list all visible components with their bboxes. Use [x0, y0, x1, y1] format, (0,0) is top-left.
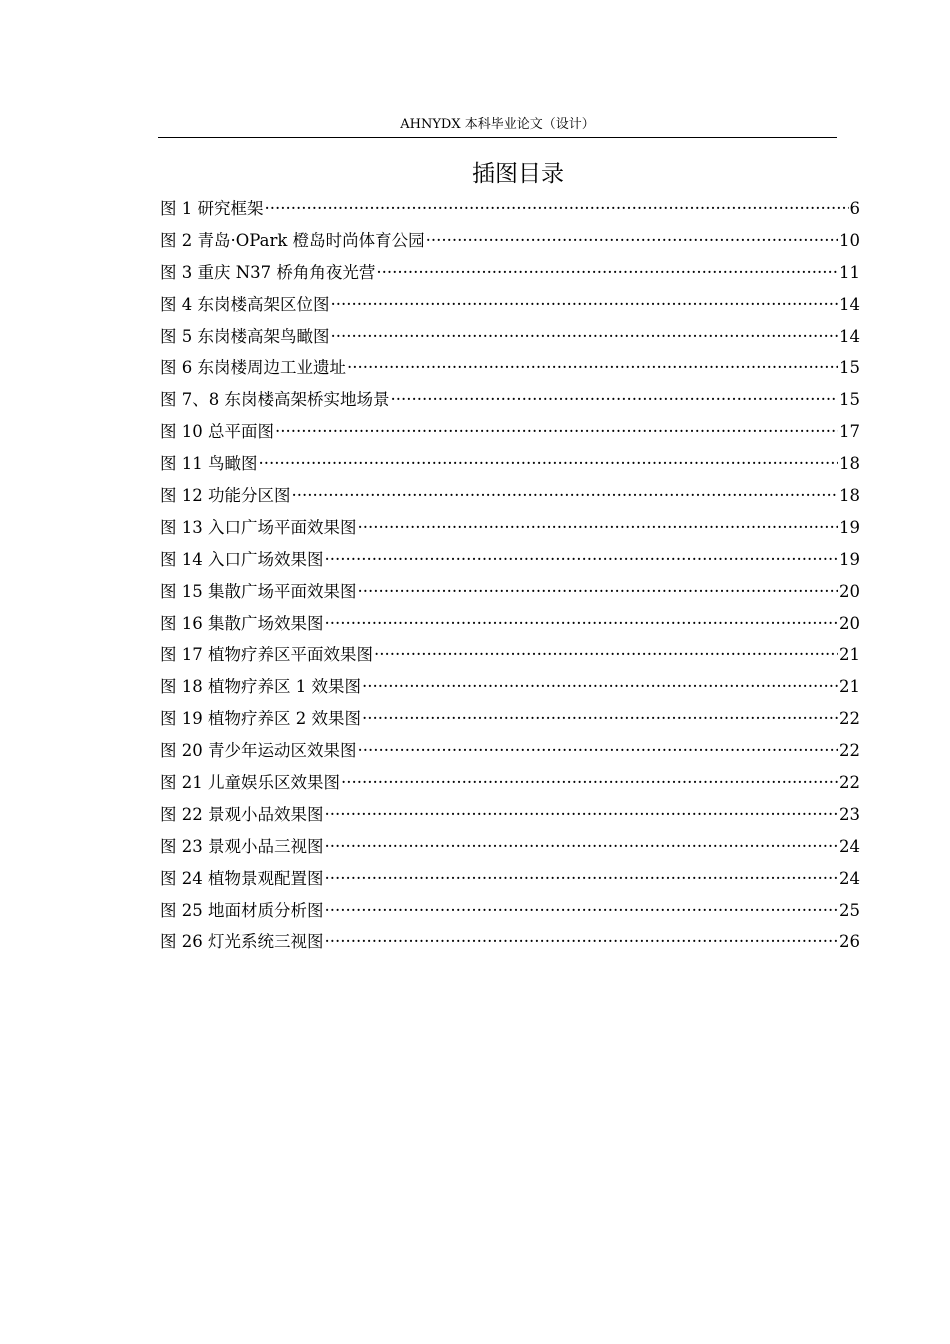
toc-entry-label: 图 22 景观小品效果图: [160, 804, 324, 824]
toc-entry[interactable]: [160, 292, 860, 324]
toc-entry[interactable]: [160, 770, 860, 802]
toc-title: 插图目录: [472, 161, 564, 187]
dot-leader: [331, 325, 839, 342]
dot-leader: [362, 676, 838, 693]
toc-entry[interactable]: [160, 483, 860, 515]
toc-entry[interactable]: [160, 387, 860, 419]
toc-entry[interactable]: [160, 355, 860, 387]
toc-entry-page-number: 18: [839, 486, 860, 506]
toc-entry-label: 图 23 景观小品三视图: [160, 836, 324, 856]
toc-entry-label: 图 12 功能分区图: [160, 486, 291, 506]
toc-entry-page-number: 21: [839, 645, 860, 665]
toc-entry-label: 图 24 植物景观配置图: [160, 868, 324, 888]
dot-leader: [325, 931, 839, 948]
toc-entry-page-number: 18: [839, 454, 860, 474]
toc-entry-page-number: 17: [839, 422, 860, 442]
dot-leader: [325, 835, 839, 852]
toc-entry-page-number: 10: [839, 230, 860, 250]
toc-entry-label: 图 21 儿童娱乐区效果图: [160, 773, 340, 793]
dot-leader: [325, 612, 839, 629]
toc-entry-page-number: 21: [839, 677, 860, 697]
toc-entry-label: 图 14 入口广场效果图: [160, 549, 324, 569]
toc-entry-page-number: 20: [839, 613, 860, 633]
toc-entry[interactable]: [160, 611, 860, 643]
dot-leader: [374, 644, 838, 661]
dot-leader: [275, 421, 838, 438]
toc-entry-page-number: 20: [839, 581, 860, 601]
toc-entry[interactable]: [160, 802, 860, 834]
toc-entry-label: 图 16 集散广场效果图: [160, 613, 324, 633]
toc-entry-label: 图 3 重庆 N37 桥角角夜光营: [160, 262, 376, 282]
toc-entry-label: 图 11 鸟瞰图: [160, 454, 258, 474]
toc-entry[interactable]: [160, 898, 860, 930]
toc-entry[interactable]: [160, 674, 860, 706]
toc-entry-label: 图 19 植物疗养区 2 效果图: [160, 709, 361, 729]
toc-entry[interactable]: [160, 228, 860, 260]
dot-leader: [325, 899, 839, 916]
toc-entry-page-number: 14: [839, 326, 860, 346]
dot-leader: [325, 548, 839, 565]
toc-entry-page-number: 15: [839, 358, 860, 378]
toc-entry-label: 图 1 研究框架: [160, 199, 264, 218]
toc-entry[interactable]: [160, 196, 860, 228]
dot-leader: [358, 516, 839, 533]
dot-leader: [347, 357, 838, 374]
toc-entry[interactable]: [160, 706, 860, 738]
toc-entry-label: 图 18 植物疗养区 1 效果图: [160, 677, 361, 697]
toc-entry-label: 图 4 东岗楼高架区位图: [160, 294, 330, 314]
toc-entry-label: 图 17 植物疗养区平面效果图: [160, 645, 373, 665]
dot-leader: [292, 485, 839, 502]
toc-entry[interactable]: [160, 451, 860, 483]
dot-leader: [376, 261, 838, 278]
toc-entry-page-number: 15: [839, 390, 860, 410]
dot-leader: [325, 803, 839, 820]
toc-entry-page-number: 22: [839, 709, 860, 729]
toc-entry-label: 图 13 入口广场平面效果图: [160, 517, 357, 537]
toc-entry[interactable]: [160, 738, 860, 770]
toc-entry-page-number: 24: [839, 836, 860, 856]
running-header: AHNYDX 本科毕业论文（设计）: [400, 117, 595, 132]
toc-entry[interactable]: [160, 419, 860, 451]
toc-entry[interactable]: [160, 579, 860, 611]
toc-entry-page-number: 19: [839, 517, 860, 537]
dot-leader: [362, 708, 838, 725]
toc-entry[interactable]: [160, 547, 860, 579]
toc-entry-label: 图 20 青少年运动区效果图: [160, 741, 357, 761]
dot-leader: [391, 389, 839, 406]
toc-entry-page-number: 22: [839, 741, 860, 761]
toc-entry[interactable]: [160, 866, 860, 898]
toc-entry-label: 图 26 灯光系统三视图: [160, 932, 324, 952]
toc-entry-page-number: 26: [839, 932, 860, 952]
dot-leader: [331, 293, 839, 310]
dot-leader: [358, 580, 839, 597]
toc-entry-label: 图 25 地面材质分析图: [160, 900, 324, 920]
toc-entry-label: 图 7、8 东岗楼高架桥实地场景: [160, 390, 390, 410]
toc-entry-page-number: 11: [839, 262, 860, 282]
dot-leader: [341, 772, 838, 789]
toc-entry[interactable]: [160, 515, 860, 547]
dot-leader: [358, 740, 839, 757]
toc-entry[interactable]: [160, 929, 860, 961]
toc-entry[interactable]: [160, 260, 860, 292]
toc-entry-label: 图 10 总平面图: [160, 422, 274, 442]
toc-entry-page-number: 6: [849, 199, 860, 218]
toc-entry[interactable]: [160, 642, 860, 674]
dot-leader: [265, 198, 849, 215]
toc-entry-label: 图 2 青岛·OPark 橙岛时尚体育公园: [160, 230, 425, 250]
dot-leader: [426, 229, 838, 246]
toc-entry-page-number: 14: [839, 294, 860, 314]
toc-entry-label: 图 15 集散广场平面效果图: [160, 581, 357, 601]
toc-entry-page-number: 23: [839, 804, 860, 824]
toc-entry-label: 图 6 东岗楼周边工业遗址: [160, 358, 346, 378]
header-divider: [158, 137, 837, 138]
toc-entry-page-number: 24: [839, 868, 860, 888]
dot-leader: [259, 453, 839, 470]
toc-entry-page-number: 22: [839, 773, 860, 793]
toc-entry-page-number: 19: [839, 549, 860, 569]
toc-entry[interactable]: [160, 324, 860, 356]
dot-leader: [325, 867, 839, 884]
toc-entry-page-number: 25: [839, 900, 860, 920]
list-of-figures: [160, 196, 860, 961]
toc-entry-label: 图 5 东岗楼高架鸟瞰图: [160, 326, 330, 346]
toc-entry[interactable]: [160, 834, 860, 866]
